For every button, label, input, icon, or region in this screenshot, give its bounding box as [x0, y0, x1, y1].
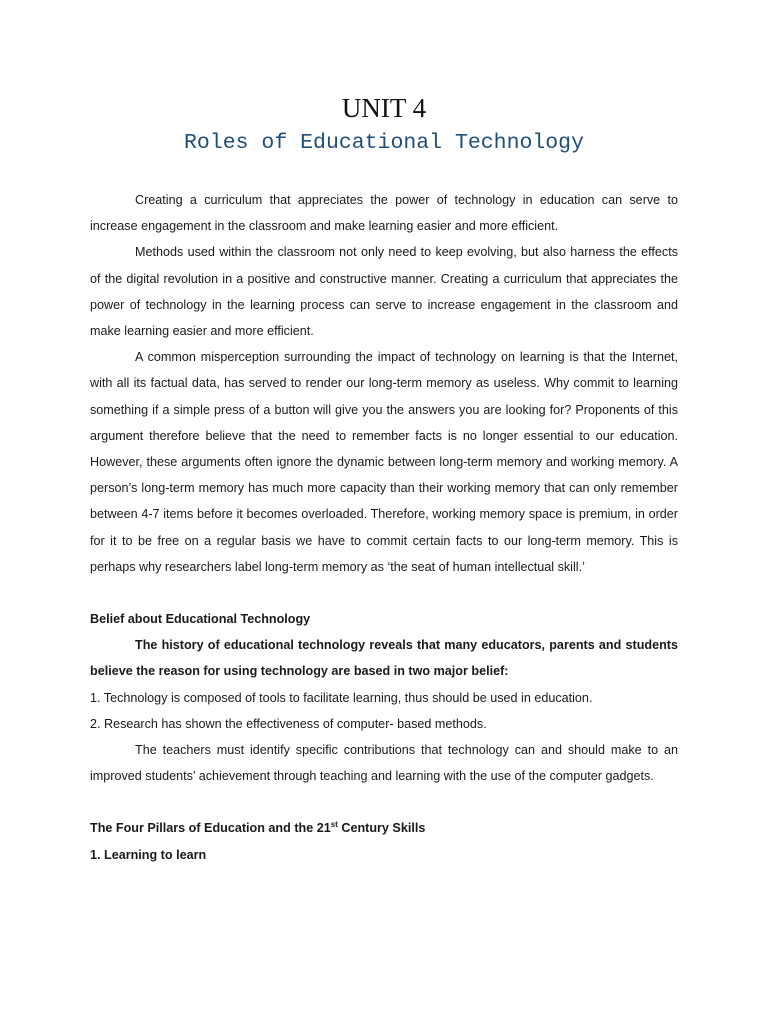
spacer [90, 789, 678, 815]
paragraph-1: Creating a curriculum that appreciates the power of technology in education can serve to increase engagement in the classroom and make learning easier and more efficient. [90, 193, 678, 234]
pillars-heading-before: The Four Pillars of Education and the 21 [90, 821, 331, 836]
chapter-subtitle: Roles of Educational Technology [184, 131, 584, 155]
pillars-heading-after: Century Skills [337, 821, 426, 836]
paragraph-3: A common misperception surrounding the impact of technology on learning is that the Internet, with all its factual data, has served to render our long-term memory as useless. Why commit to learning something if a simple press of a button will give you the answers you are looking for? Proponents of this argument therefore believe that the need to remember facts is no longer essential to our education. However, these arguments often ignore the dynamic between long-term memory and working memory. A person’s long-term memory has much more capacity than their working memory that can only remember between 4-7 items before it becomes overloaded. Therefore, working memory space is premium, in order for it to be free on a regular basis we have to commit certain facts to our long-term memory. This is perhaps why researchers label long-term memory as ‘the seat of human intellectual skill.’ [90, 350, 678, 574]
pillars-heading-sup: st [330, 820, 338, 830]
belief-intro: The history of educational technology reveals that many educators, parents and students believe the reason for using technology are based in two major belief: [90, 638, 678, 679]
belief-item-1: 1. Technology is composed of tools to facilitate learning, thus should be used in education. [90, 690, 593, 705]
document-body [90, 187, 678, 868]
unit-title: UNIT 4 [341, 93, 427, 123]
belief-item-2: 2. Research has shown the effectiveness of computer- based methods. [90, 716, 487, 731]
belief-closing: The teachers must identify specific contributions that technology can and should make to an improved students’ achievement through teaching and learning with the use of the computer gadgets. [90, 743, 678, 784]
pillars-item-1: 1. Learning to learn [90, 847, 207, 862]
pillars-heading [90, 815, 678, 841]
spacer [90, 580, 678, 606]
belief-heading: Belief about Educational Technology [90, 612, 311, 627]
paragraph-2: Methods used within the classroom not only need to keep evolving, but also harness the effects of the digital revolution in a positive and constructive manner. Creating a curriculum that appreciates the power of technology in the learning process can serve to increase engagement in the classroom and make learning easier and more efficient. [90, 245, 678, 339]
